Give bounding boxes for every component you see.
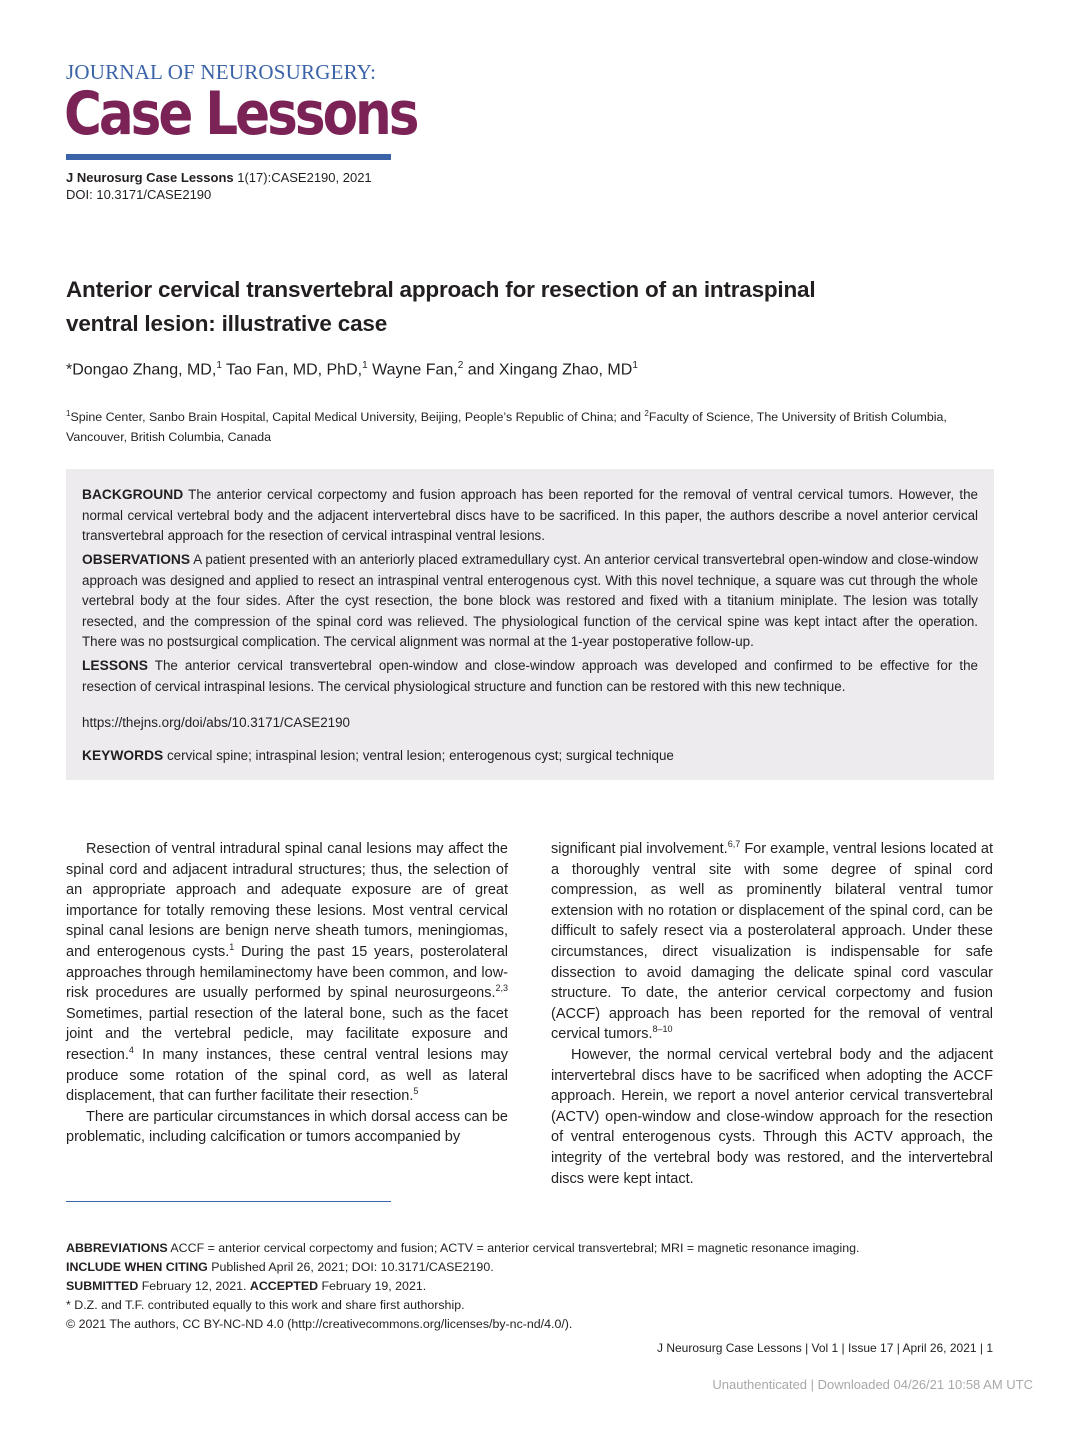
section-text: A patient presented with an anteriorly placed extramedullary cyst. An anterior cervical transvertebral open-window and close-window approach was designed and applied to resect an intraspinal ventral enterogenous cyst. With this novel technique, a square was cut through the whole vertebral body at the four sides. After the cyst resection, the bone block was restored and fixed with a titanium miniplate. The lesion was totally resected, and the compression of the spinal cord was relieved. The physiological function of the cervical spine was kept intact after the operation. There was no postsurgical complication. The cervical alignment was normal at the 1-year postoperative follow-up.: [82, 552, 978, 650]
footnote-head: INCLUDE WHEN CITING: [66, 1260, 208, 1274]
body-column-left: [66, 839, 508, 1148]
footnote-divider: [66, 1201, 391, 1202]
body-text: Resection of ventral intradural spinal canal lesions may affect the spinal cord and adjacent intradural structures; thus, the selection of an appropriate approach and adequate exposure are of great importance for totally removing these lesions. Most ventral cervical spinal canal lesions are benign nerve sheath tumors, meningiomas, and enterogenous cysts.: [66, 841, 508, 960]
author-affiliation-mark: 1: [632, 360, 638, 371]
affiliation-number: 2: [644, 409, 649, 418]
citation-block: [66, 169, 372, 203]
reference-mark[interactable]: 1: [229, 942, 235, 953]
section-head: OBSERVATIONS: [82, 552, 191, 567]
section-head: KEYWORDS: [82, 748, 164, 763]
author-affiliation-mark: 2: [457, 360, 464, 371]
section-head: BACKGROUND: [82, 487, 184, 502]
affiliations: [66, 404, 996, 447]
body-paragraph: [66, 839, 508, 1107]
body-text: For example, ventral lesions located at a thoroughly ventral site with some degree of spinal cord compression, as well as prominently bilateral ventral tumor extension with no rotation or displacement of the spinal cord, can be difficult to safely resect via a posterolateral approach. Under these circumstances, direct visualization is indispensable for safe dissection to avoid damaging the delicate spinal cord vascular structure. To date, the anterior cervical corpectomy and fusion (ACCF) approach has been reported for the removal of ventral cervical tumors.: [551, 841, 993, 1043]
journal-name-line: JOURNAL OF NEUROSURGERY:: [66, 60, 377, 84]
citation-doi: DOI: 10.3171/CASE2190: [66, 187, 212, 202]
article-url-link[interactable]: https://thejns.org/doi/abs/10.3171/CASE2190: [82, 715, 350, 730]
author-name: Wayne Fan,: [367, 361, 458, 379]
author-name: *Dongao Zhang, MD,: [66, 361, 217, 379]
download-watermark: Unauthenticated | Downloaded 04/26/21 10:58 AM UTC: [712, 1377, 1033, 1392]
body-text: There are particular circumstances in which dorsal access can be problematic, including calcification or tumors accompanied by: [66, 1108, 508, 1146]
footnote-head: ABBREVIATIONS: [66, 1241, 168, 1255]
body-column-right: [551, 839, 993, 1189]
footnote-abbreviations: [66, 1239, 1006, 1258]
body-paragraph: [66, 1107, 508, 1148]
section-text: The anterior cervical transvertebral open-window and close-window approach was developed and confirmed to be effective for the resection of cervical intraspinal lesions. The cervical physiological structure and function can be restored with this new technique.: [82, 658, 978, 694]
footnote-citing: [66, 1258, 1006, 1277]
author-affiliation-mark: 1: [216, 360, 222, 371]
reference-mark[interactable]: 5: [413, 1086, 419, 1097]
body-paragraph: However, the normal cervical vertebral body and the adjacent intervertebral discs have to be sacrificed when adopting the ACCF approach. Herein, we report a novel anterior cervical transvertebral (ACTV) open-window and close-window approach for the resection of ventral enterogenous cysts. Through this ACTV approach, the integrity of the vertebral body was restored, and the intervertebral discs were kept intact.: [551, 1046, 993, 1187]
author-name: and Xingang Zhao, MD: [463, 361, 633, 379]
article-title: Anterior cervical transvertebral approach for resection of an intraspinal ventral lesion: illustrative case: [66, 277, 816, 336]
footnote-head: SUBMITTED: [66, 1279, 139, 1293]
journal-brand-logo: Case Lessons: [64, 79, 417, 149]
footnote-license: © 2021 The authors, CC BY-NC-ND 4.0 (http://creativecommons.org/licenses/by-nc-nd/4.0/).: [66, 1317, 573, 1331]
footnote-text: Published April 26, 2021; DOI: 10.3171/CASE2190.: [207, 1260, 494, 1274]
body-text: During the past 15 years, posterolateral approaches through hemilaminectomy have been common, and low-risk procedures are usually performed by spinal neurosurgeons.: [66, 943, 508, 1002]
abstract-background: [82, 485, 978, 547]
body-text: significant pial involvement.: [551, 841, 728, 857]
masthead-divider: [66, 154, 391, 160]
author-affiliation-mark: 1: [362, 360, 368, 371]
footnote-text: February 12, 2021.: [138, 1279, 250, 1293]
footnote-text: ACCF = anterior cervical corpectomy and fusion; ACTV = anterior cervical transvertebral; MRI = magnetic resonance imaging.: [167, 1241, 860, 1255]
footnote-equal-contribution: * D.Z. and T.F. contributed equally to this work and share first authorship.: [66, 1298, 465, 1312]
author-list: [66, 360, 638, 379]
reference-mark[interactable]: 8–10: [652, 1024, 673, 1035]
affiliation-number: 1: [66, 409, 71, 418]
citation-volume: 1(17):CASE2190, 2021: [233, 170, 372, 185]
page-footer: J Neurosurg Case Lessons | Vol 1 | Issue 17 | April 26, 2021 | 1: [657, 1341, 993, 1355]
abstract-lessons: [82, 656, 978, 697]
abstract-keywords: [82, 746, 978, 767]
affiliation-text: Faculty of Science, The University of British Columbia, Vancouver, British Columbia, Canada: [66, 410, 947, 445]
reference-mark[interactable]: 6,7: [727, 839, 741, 850]
abstract-observations: [82, 550, 978, 653]
author-name: Tao Fan, MD, PhD,: [221, 361, 363, 379]
reference-mark[interactable]: 2,3: [495, 983, 508, 994]
section-text: cervical spine; intraspinal lesion; ventral lesion; enterogenous cyst; surgical technique: [163, 748, 674, 763]
body-text: Sometimes, partial resection of the lateral bone, such as the facet joint and the vertebral pedicle, may facilitate exposure and resection.: [66, 1005, 508, 1063]
footnotes: [66, 1239, 1006, 1334]
body-paragraph: [551, 839, 993, 1045]
section-head: LESSONS: [82, 658, 148, 673]
body-text: In many instances, these central ventral lesions may produce some rotation of the spinal cord, as well as lateral displacement, that can further facilitate their resection.: [66, 1046, 508, 1105]
footnote-head: ACCEPTED: [249, 1279, 319, 1293]
footnote-text: February 19, 2021.: [318, 1279, 427, 1293]
abstract-box: [66, 469, 994, 780]
section-text: The anterior cervical corpectomy and fusion approach has been reported for the removal of ventral cervical tumors. However, the normal cervical vertebral body and the adjacent intervertebral discs have to be sacrificed. In this paper, the authors describe a novel anterior cervical transvertebral approach for the resection of cervical intraspinal ventral lesions.: [82, 487, 978, 544]
reference-mark[interactable]: 4: [128, 1045, 134, 1056]
affiliation-text: Spine Center, Sanbo Brain Hospital, Capital Medical University, Beijing, People’s Republic of China; and: [70, 410, 645, 425]
footnote-dates: [66, 1277, 1006, 1296]
citation-journal: J Neurosurg Case Lessons: [66, 170, 234, 185]
